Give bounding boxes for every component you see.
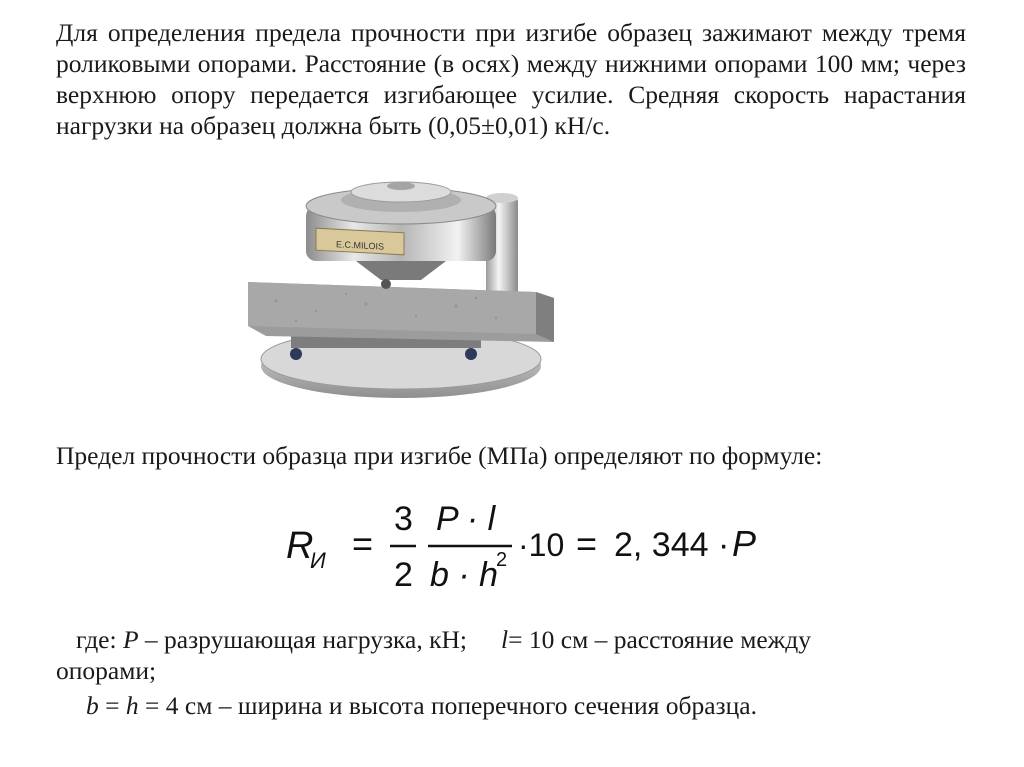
equals-sign: = [98, 691, 126, 720]
formula-rhs-variable: P [732, 523, 757, 564]
formula-equals-2: = [576, 523, 598, 564]
fraction1-numerator: 3 [394, 500, 413, 538]
bolt-icon [290, 348, 302, 360]
upper-roller [356, 261, 446, 280]
l-description-continued: опорами; [56, 656, 157, 685]
intro-paragraph: Для определения предела прочности при изгибе образец зажимают между тремя роликовыми опорами. Расстояние (в осях) между нижними опорами 100 мм; через верхнюю опору передается изгибающее усилие. Средняя скорость нарастания нагрузки на образец должна быть (0,05±0,01) кН/с. [56, 18, 966, 140]
bh-description: = 4 см – ширина и высота поперечного сечения образца. [138, 691, 757, 720]
manufacturer-plate-label: E.C.MILOIS [336, 239, 384, 252]
formula-lhs: R [286, 525, 314, 567]
formula-equals: = [352, 523, 374, 564]
where-line-2 [56, 655, 156, 686]
fraction2-denominator-exponent: 2 [496, 549, 508, 571]
fraction2-numerator: P · l [436, 500, 496, 538]
p-description: – разрушающая нагрузка, кН; [138, 625, 468, 654]
fraction2-denominator: b · h [430, 556, 499, 594]
formula-times-ten: ·10 [518, 527, 565, 563]
fraction1-denominator: 2 [394, 556, 413, 594]
where-line-1 [76, 624, 811, 655]
bending-test-fixture-photo [236, 176, 556, 406]
where-line-3 [86, 690, 757, 721]
flexural-strength-formula [286, 490, 776, 600]
l-description: = 10 см – расстояние между [508, 625, 811, 654]
formula-lhs-subscript: И [310, 548, 326, 573]
symbol-h: h [125, 691, 139, 720]
symbol-l: l [501, 625, 509, 654]
symbol-p: P [122, 625, 139, 654]
where-lead: где: [76, 625, 117, 654]
bolt-icon [465, 348, 477, 360]
formula-intro-text: Предел прочности образца при изгибе (МПа) определяют по формуле: [56, 441, 823, 470]
symbol-b: b [86, 691, 99, 720]
formula-coefficient: 2, 344 · [614, 526, 730, 564]
